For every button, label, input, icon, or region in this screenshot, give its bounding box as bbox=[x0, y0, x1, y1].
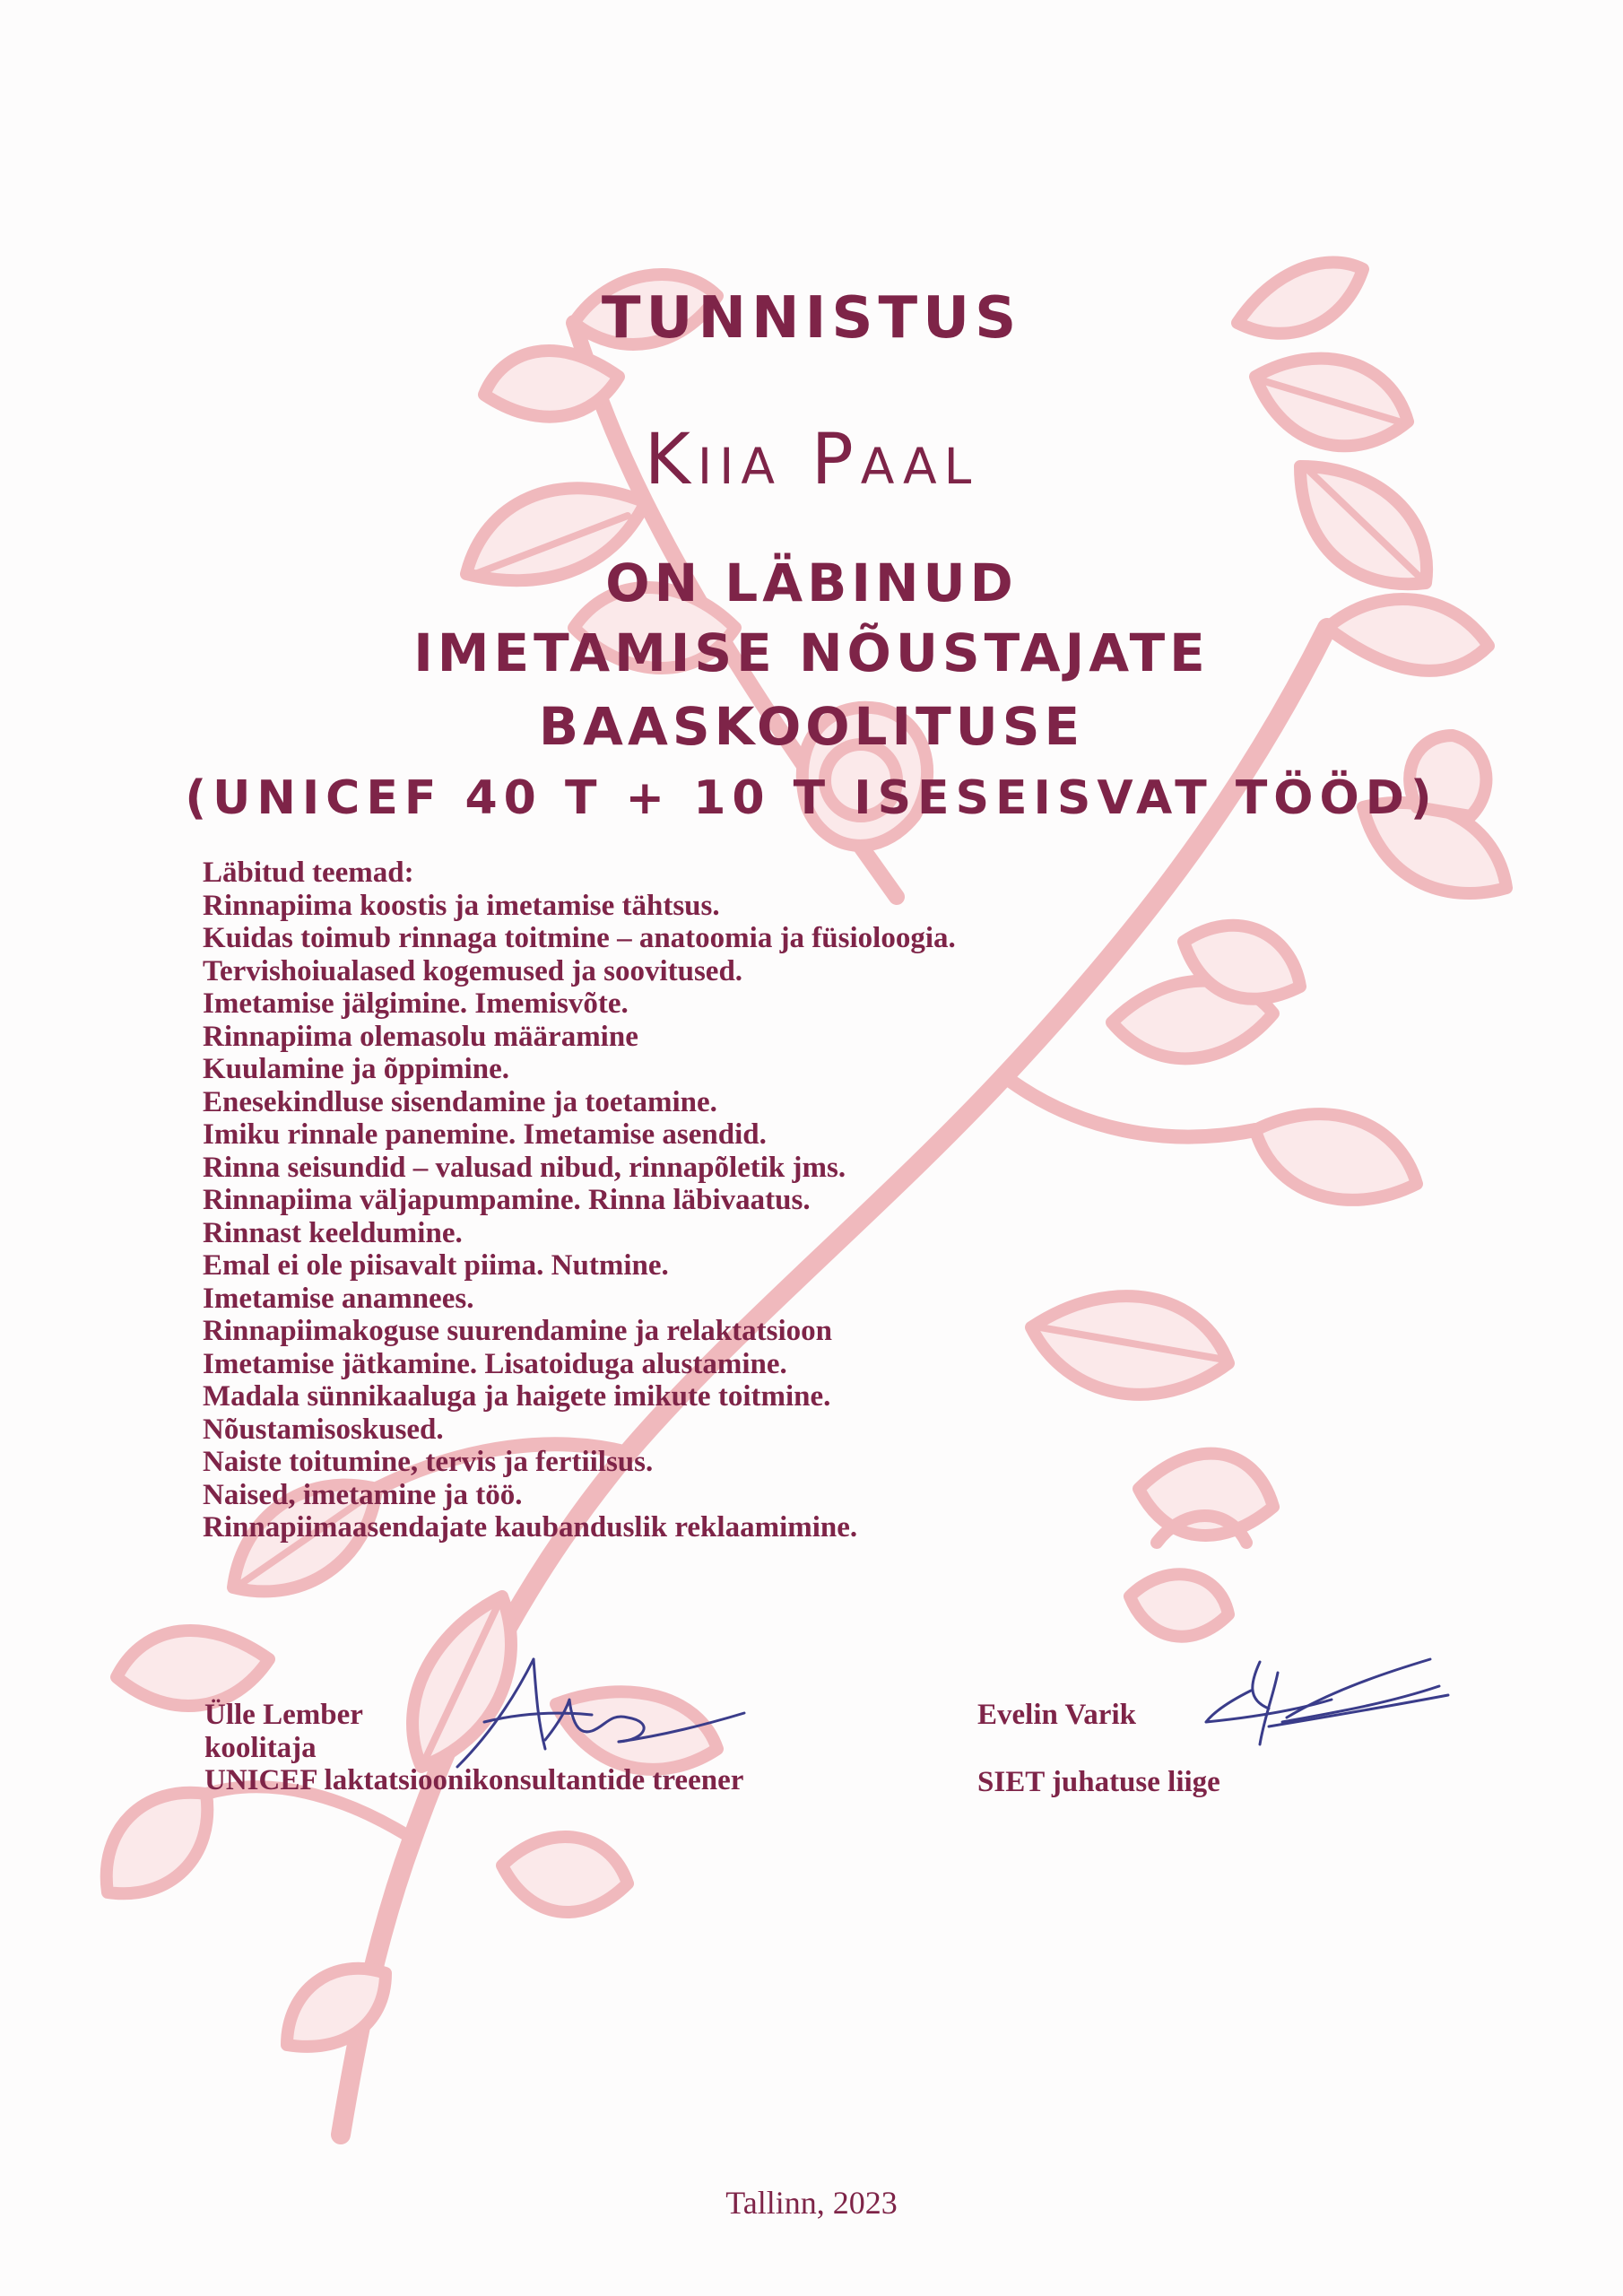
topic-item: Rinnapiima olemasolu määramine bbox=[203, 1020, 638, 1053]
signature-right bbox=[1197, 1655, 1457, 1753]
topic-item: Rinna seisundid – valusad nibud, rinnapõletik jms. bbox=[203, 1151, 846, 1184]
heading-line-4: (UNICEF 40 T + 10 T ISESEISVAT TÖÖD) bbox=[185, 771, 1438, 825]
certificate-title: TUNNISTUS bbox=[601, 285, 1022, 352]
topic-item: Imetamise anamnees. bbox=[203, 1282, 474, 1315]
topic-item: Kuulamine ja õppimine. bbox=[203, 1053, 509, 1085]
heading-line-3: BAASKOOLITUSE bbox=[538, 696, 1085, 757]
signature-left bbox=[448, 1650, 753, 1776]
signatory-left-title: UNICEF laktatsioonikonsultantide treener bbox=[204, 1764, 744, 1796]
signatory-right-title: SIET juhatuse liige bbox=[977, 1765, 1220, 1798]
heading-line-1: ON LÄBINUD bbox=[605, 552, 1018, 613]
topic-item: Rinnapiimakoguse suurendamine ja relaktatsioon bbox=[203, 1315, 832, 1347]
signatory-right bbox=[977, 1699, 1220, 1798]
signatory-left-role: koolitaja bbox=[204, 1731, 317, 1764]
topics-list bbox=[203, 857, 956, 1544]
place-and-date: Tallinn, 2023 bbox=[725, 2185, 898, 2221]
signatory-left-name: Ülle Lember bbox=[204, 1699, 363, 1731]
topic-item: Kuidas toimub rinnaga toitmine – anatoomia ja füsioloogia. bbox=[203, 922, 956, 954]
topic-item: Imiku rinnale panemine. Imetamise asendid. bbox=[203, 1118, 767, 1151]
topic-item: Naised, imetamine ja töö. bbox=[203, 1478, 523, 1511]
topic-item: Imetamise jätkamine. Lisatoiduga alustamine. bbox=[203, 1347, 787, 1380]
topic-item: Imetamise jälgimine. Imemisvõte. bbox=[203, 987, 629, 1020]
topic-item: Naiste toitumine, tervis ja fertiilsus. bbox=[203, 1446, 654, 1478]
topic-item: Rinnapiima koostis ja imetamise tähtsus. bbox=[203, 889, 720, 922]
topic-item: Nõustamisoskused. bbox=[203, 1413, 444, 1446]
signatory-right-name: Evelin Varik bbox=[977, 1699, 1136, 1731]
topic-item: Tervishoiualased kogemused ja soovitused. bbox=[203, 954, 743, 987]
heading-line-2: IMETAMISE NÕUSTAJATE bbox=[413, 622, 1210, 683]
topic-item: Madala sünnikaaluga ja haigete imikute toitmine. bbox=[203, 1380, 831, 1413]
topic-item: Rinnast keeldumine. bbox=[203, 1216, 463, 1249]
signatory-right-spacer bbox=[977, 1732, 1220, 1766]
topic-item: Enesekindluse sisendamine ja toetamine. bbox=[203, 1085, 717, 1118]
topic-item: Rinnapiimaasendajate kaubanduslik reklaamimine. bbox=[203, 1511, 858, 1544]
topic-item: Emal ei ole piisavalt piima. Nutmine. bbox=[203, 1249, 669, 1282]
recipient-name: Kiia Paal bbox=[644, 420, 979, 500]
topic-item: Rinnapiima väljapumpamine. Rinna läbivaatus. bbox=[203, 1184, 811, 1216]
topics-label: Läbitud teemad: bbox=[203, 857, 414, 889]
